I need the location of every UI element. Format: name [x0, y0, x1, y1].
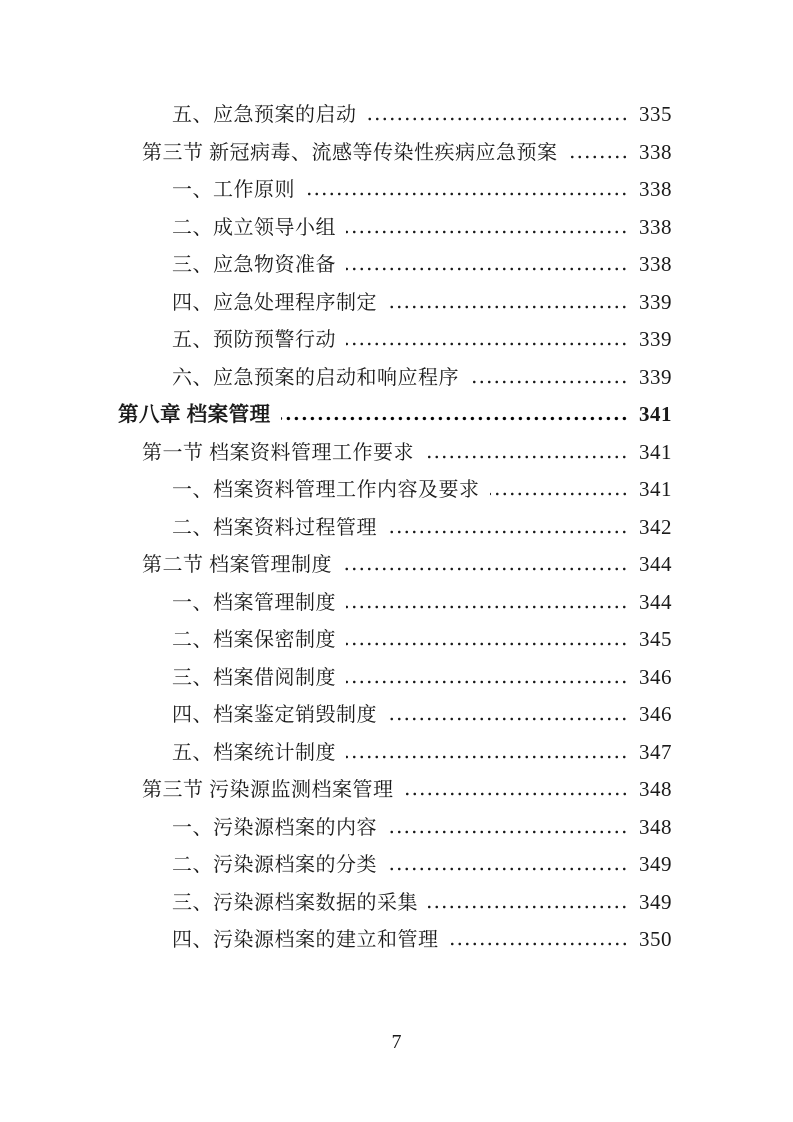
toc-entry-page-number: 339 [639, 327, 672, 351]
toc-entry-item[interactable] [0, 621, 793, 659]
toc-entry-item[interactable] [0, 584, 793, 622]
toc-entry-page-number: 349 [639, 852, 672, 876]
toc-entry-section[interactable] [0, 771, 793, 809]
dot-leader [305, 192, 628, 196]
toc-entry-label: 第三节 新冠病毒、流感等传染性疾病应急预案 [142, 141, 558, 164]
toc-entry-label: 第二节 档案管理制度 [142, 554, 332, 576]
toc-entry-item[interactable] [0, 284, 793, 322]
toc-entry-page-number: 342 [639, 514, 672, 539]
toc-entry-page-number: 338 [639, 214, 672, 239]
toc-entry-label: 三、档案借阅制度 [172, 666, 336, 689]
toc-entry-label: 五、应急预案的启动 [172, 104, 357, 126]
toc-entry-page-number: 338 [639, 252, 672, 276]
toc-entry-label: 第三节 污染源监测档案管理 [142, 779, 394, 801]
footer-page-number: 7 [391, 1031, 402, 1053]
toc-entry-item[interactable] [0, 509, 793, 547]
dot-leader [568, 155, 629, 159]
dot-leader [404, 792, 629, 796]
toc-entry-item[interactable] [0, 734, 793, 772]
toc-entry-item[interactable] [0, 809, 793, 847]
toc-entry-page-number: 341 [639, 402, 672, 426]
toc-entry-item[interactable] [0, 471, 793, 509]
table-of-contents [0, 96, 793, 959]
toc-entry-label: 第八章 档案管理 [118, 404, 271, 426]
toc-entry-page-number: 347 [639, 739, 672, 764]
dot-leader [346, 342, 628, 346]
toc-entry-item[interactable] [0, 884, 793, 922]
toc-entry-item[interactable] [0, 359, 793, 397]
toc-entry-item[interactable] [0, 209, 793, 247]
toc-entry-page-number: 344 [639, 552, 672, 576]
toc-entry-label: 四、档案鉴定销毁制度 [172, 704, 377, 726]
dot-leader [449, 942, 629, 946]
toc-entry-page-number: 338 [639, 139, 672, 164]
dot-leader [424, 455, 628, 459]
toc-entry-page-number: 339 [639, 364, 672, 389]
dot-leader [281, 416, 628, 421]
toc-entry-section[interactable] [0, 134, 793, 172]
toc-entry-item[interactable] [0, 846, 793, 884]
toc-entry-item[interactable] [0, 921, 793, 959]
toc-entry-label: 三、污染源档案数据的采集 [172, 891, 418, 914]
dot-leader [346, 642, 628, 646]
toc-entry-item[interactable] [0, 96, 793, 134]
toc-entry-page-number: 348 [639, 777, 672, 801]
toc-entry-item[interactable] [0, 321, 793, 359]
dot-leader [469, 380, 628, 384]
toc-entry-page-number: 338 [639, 177, 672, 201]
toc-entry-label: 四、应急处理程序制定 [172, 291, 377, 314]
dot-leader [387, 530, 628, 534]
toc-entry-label: 一、工作原则 [172, 179, 295, 201]
toc-entry-label: 二、档案保密制度 [172, 629, 336, 651]
dot-leader [387, 830, 628, 834]
dot-leader [346, 755, 628, 759]
dot-leader [387, 867, 628, 871]
dot-leader [387, 305, 628, 309]
toc-entry-page-number: 335 [639, 102, 672, 126]
dot-leader [387, 717, 628, 721]
toc-entry-page-number: 341 [639, 439, 672, 464]
toc-entry-item[interactable] [0, 696, 793, 734]
toc-entry-label: 第一节 档案资料管理工作要求 [142, 441, 414, 464]
toc-entry-label: 三、应急物资准备 [172, 254, 336, 276]
toc-entry-label: 五、档案统计制度 [172, 741, 336, 764]
toc-entry-item[interactable] [0, 659, 793, 697]
toc-entry-label: 六、应急预案的启动和响应程序 [172, 366, 459, 389]
toc-entry-label: 二、成立领导小组 [172, 216, 336, 239]
dot-leader [342, 567, 628, 571]
toc-entry-page-number: 341 [639, 477, 672, 501]
toc-entry-label: 二、档案资料过程管理 [172, 516, 377, 539]
toc-entry-page-number: 339 [639, 289, 672, 314]
toc-entry-chapter[interactable] [0, 396, 793, 434]
toc-entry-page-number: 349 [639, 889, 672, 914]
dot-leader [346, 605, 628, 609]
toc-entry-page-number: 348 [639, 814, 672, 839]
dot-leader [346, 230, 628, 234]
dot-leader [428, 905, 628, 909]
dot-leader [346, 680, 628, 684]
dot-leader [490, 492, 629, 496]
toc-entry-section[interactable] [0, 434, 793, 472]
dot-leader [346, 267, 628, 271]
dot-leader [367, 117, 629, 121]
toc-entry-label: 一、档案管理制度 [172, 591, 336, 614]
toc-entry-label: 二、污染源档案的分类 [172, 854, 377, 876]
toc-entry-item[interactable] [0, 171, 793, 209]
toc-entry-section[interactable] [0, 546, 793, 584]
toc-entry-page-number: 350 [639, 927, 672, 951]
toc-entry-label: 四、污染源档案的建立和管理 [172, 929, 439, 951]
toc-entry-label: 五、预防预警行动 [172, 329, 336, 351]
toc-entry-label: 一、档案资料管理工作内容及要求 [172, 479, 480, 501]
page-footer [0, 1028, 793, 1056]
toc-entry-item[interactable] [0, 246, 793, 284]
toc-entry-page-number: 346 [639, 664, 672, 689]
toc-entry-page-number: 346 [639, 702, 672, 726]
toc-entry-label: 一、污染源档案的内容 [172, 816, 377, 839]
toc-entry-page-number: 344 [639, 589, 672, 614]
toc-entry-page-number: 345 [639, 627, 672, 651]
